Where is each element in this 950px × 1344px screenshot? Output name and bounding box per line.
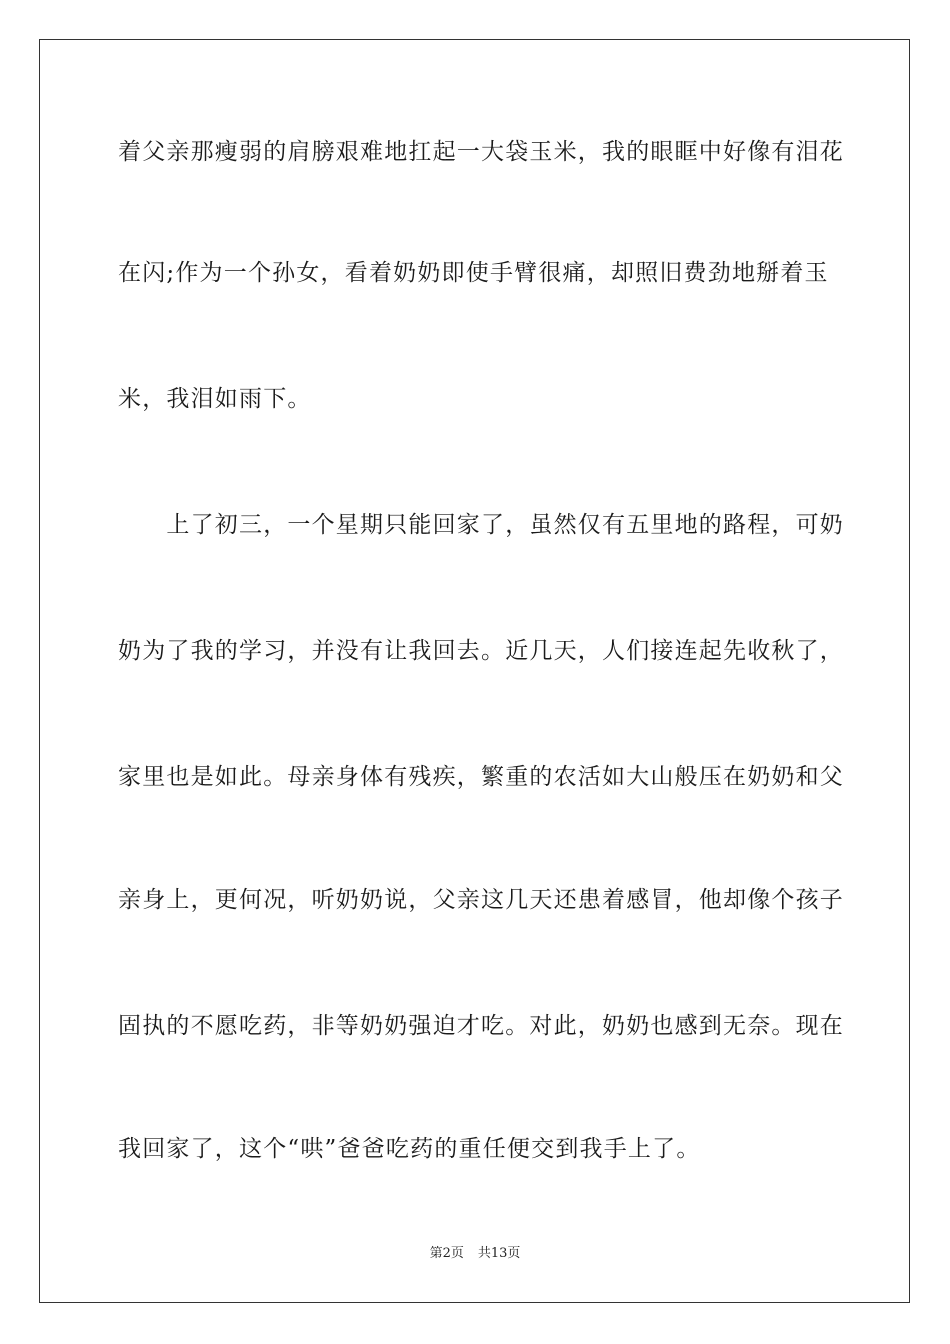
text-line: 家里也是如此。母亲身体有残疾，繁重的农活如大山般压在奶奶和父 — [118, 764, 844, 790]
text-line: 在闪;作为一个孙女，看着奶奶即使手臂很痛，却照旧费劲地掰着玉 — [118, 260, 829, 286]
text-line: 固执的不愿吃药，非等奶奶强迫才吃。对此，奶奶也感到无奈。现在 — [118, 1013, 844, 1039]
page-number: 第2页 — [429, 1246, 464, 1261]
text-line: 奶为了我的学习，并没有让我回去。近几天，人们接连起先收秋了， — [118, 638, 844, 664]
text-line: 我回家了，这个“哄”爸爸吃药的重任便交到我手上了。 — [118, 1136, 701, 1162]
page-border — [39, 39, 910, 1303]
page-footer — [0, 1246, 950, 1262]
page-total: 共13页 — [477, 1246, 521, 1261]
paragraph-start-line: 上了初三，一个星期只能回家了，虽然仅有五里地的路程，可奶 — [118, 512, 844, 538]
text-line: 着父亲那瘦弱的肩膀艰难地扛起一大袋玉米，我的眼眶中好像有泪花 — [118, 139, 844, 165]
text-line: 米，我泪如雨下。 — [118, 386, 312, 412]
text-line: 亲身上，更何况，听奶奶说，父亲这几天还患着感冒，他却像个孩子 — [118, 887, 844, 913]
